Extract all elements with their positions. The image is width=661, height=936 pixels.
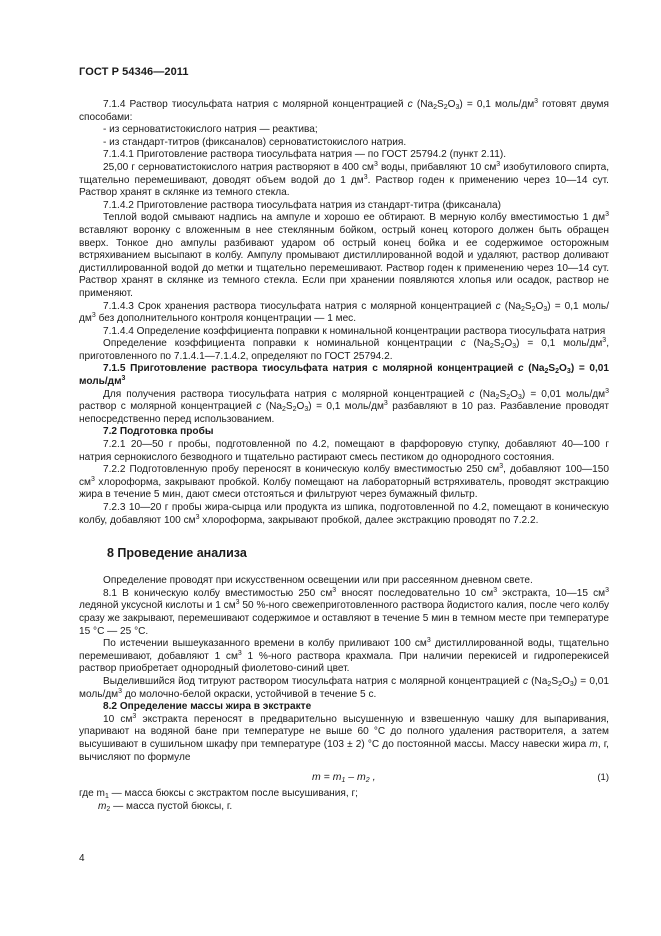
document-body <box>79 99 609 813</box>
legend-m1: где $m_1$ — масса бюксы с экстрактом после высушивания, г; <box>79 788 358 801</box>
document-code: ГОСТ Р 54346—2011 <box>79 66 189 78</box>
paragraph-ampoule: Теплой водой смывают надпись на ампуле и хорошо ее обтирают. В мерную колбу вместимостью 1 $дм^3$ вставляют воронку с вложенным в нее стеклянным бойком, острый конец которого должен быть обращен вверх. Тонкое дно ампулы разбивают ударом об острый конец бойка и ее содержимое осторожным встряхиванием высыпают в колбу. Ампулу промывают дистиллированной водой и удаляют, раствор доливают дистиллированной водой до метки и тщательно перемешивают. Раствор годен к применению через 10—14 сут. Раствор хранят в склянке из темного стекла. Если при хранении появляются хлопья или осадок, раствор не применяют. <box>79 211 609 299</box>
paragraph-titration: Выделившийся йод титруют раствором тиосульфата натрия с молярной концентрацией c $(Na_2S_2O_3) = 0,01$ моль/$дм^3$ до молочно-белой окраски, устойчивой в течение 5 с. <box>79 675 609 700</box>
formula-number: (1) <box>597 772 609 784</box>
paragraph-7-1-4-4: 7.1.4.4 Определение коэффициента поправки к номинальной концентрации раствора тиосульфата натрия <box>103 325 606 337</box>
legend-m2: $m_2$ — масса пустой бюксы, г. <box>98 800 233 813</box>
formula-1 <box>79 768 609 788</box>
paragraph-7-1-4-1: 7.1.4.1 Приготовление раствора тиосульфата натрия — по ГОСТ 25794.2 (пункт 2.11). <box>103 149 507 161</box>
list-item: - из серноватистокислого натрия — реактива; <box>103 124 318 136</box>
paragraph-7-2-3: 7.2.3 10—20 г пробы жира-сырца или продукта из шпика, подготовленной по 4.2, помещают в коническую колбу, добавляют 100 $см^3$ хлороформа, закрывают пробкой, далее экстракцию проводят по 7.2.2. <box>79 502 609 526</box>
paragraph-7-1-5: 7.1.5 Приготовление раствора тиосульфата натрия с молярной концентрацией c $(Na_2S_2O_3) = 0,01$ моль/$дм^3$ <box>79 363 609 388</box>
section-8-heading: 8 Проведение анализа <box>107 546 247 561</box>
paragraph-preparation: 25,00 г серноватистокислого натрия растворяют в 400 $см^3$ воды, прибавляют 10 $см^3$ изобутилового спирта, тщательно перемешивают, доводят объем водой до 1 $дм^3$. Раствор годен к применению через 10—14 сут. Раствор хранят в склянке из темного стекла. <box>79 160 610 199</box>
paragraph-8-2: 10 $см^3$ экстракта переносят в предварительно высушенную и взвешенную чашку для выпаривания, упаривают на водяной бане при температуре не выше 60 °С до полного удаления растворителя, а затем высушивают в сушильном шкафу при температуре (103 ± 2) °С до постоянной массы. Массу навески жира m, г, вычисляют по формуле <box>79 712 609 763</box>
page-number: 4 <box>79 853 85 864</box>
formula-legend <box>79 788 609 813</box>
paragraph-dilution: Для получения раствора тиосульфата натрия с молярной концентрацией c $(Na_2S_2O_3) = 0,01$ моль/$дм^3$ раствор с молярной концентрацией c $(Na_2S_2O_3) = 0,1$ моль/$дм^3$ разбавляют в 10 раз. Разбавление проводят непосредственно перед использованием. <box>79 387 610 425</box>
method-list <box>79 124 609 149</box>
list-item: - из стандарт-титров (фиксаналов) серноватистокислого натрия. <box>103 136 407 148</box>
paragraph-starch: По истечении вышеуказанного времени в колбу приливают 100 $см^3$ дистиллированной воды, тщательно перемешивают, добавляют 1 $см^3$ 1 %-ного раствора крахмала. При наличии перекисей и гидроперекисей раствор приобретает однородный фиолетово-синий цвет. <box>79 637 609 675</box>
paragraph-7-1-4-2: 7.1.4.2 Приготовление раствора тиосульфата натрия из стандарт-титра (фиксанала) <box>103 199 501 211</box>
paragraph-8-intro: Определение проводят при искусственном освещении или при рассеянном дневном свете. <box>103 575 533 587</box>
heading-7-2: 7.2 Подготовка пробы <box>103 426 214 438</box>
formula-expression: $m = m_1 - m_2$ , <box>312 771 376 785</box>
heading-8-2: 8.2 Определение массы жира в экстракте <box>103 701 312 713</box>
paragraph-coefficient: Определение коэффициента поправки к номинальной концентрации c $(Na_2S_2O_3) = 0,1$ моль/$дм^3$, приготовленного по 7.1.4.1—7.1.4.2, определяют по ГОСТ 25794.2. <box>79 337 609 362</box>
paragraph-7-1-4-3: 7.1.4.3 Срок хранения раствора тиосульфата натрия с молярной концентрацией c $(Na_2S_2O_3) = 0,1$ моль/$дм^3$ без дополнительного контроля концентрации — 1 мес. <box>79 300 609 325</box>
paragraph-7-2-2: 7.2.2 Подготовленную пробу переносят в коническую колбу вместимостью 250 $см^3$, добавляют 100—150 $см^3$ хлороформа, закрывают пробкой. Колбу помещают на лабораторный встряхиватель, проводят экстракцию жира в течение 5 мин, дают смеси отстояться и фильтруют через бумажный фильтр. <box>79 463 609 501</box>
paragraph-7-1-4: 7.1.4 Раствор тиосульфата натрия с молярной концентрацией c $(Na_2S_2O_3) = 0,1$ моль/$дм^3$ готовят двумя способами: <box>79 98 609 123</box>
paragraph-8-1: 8.1 В коническую колбу вместимостью 250 $см^3$ вносят последовательно 10 $см^3$ экстракта, 10—15 $см^3$ ледяной уксусной кислоты и 1 $см^3$ 50 %-ного свежеприготовленного раствора йодистого калия, после чего колбу сразу же закрывают, перемешивают содержимое и оставляют в течение 5 мин в темном месте при температуре 15 °С — 25 °С. <box>79 586 610 637</box>
paragraph-7-2-1: 7.2.1 20—50 г пробы, подготовленной по 4.2, помещают в фарфоровую ступку, добавляют 40—100 г натрия сернокислого безводного и тщательно растирают смесь пестиком до однородного состояния. <box>79 439 609 463</box>
